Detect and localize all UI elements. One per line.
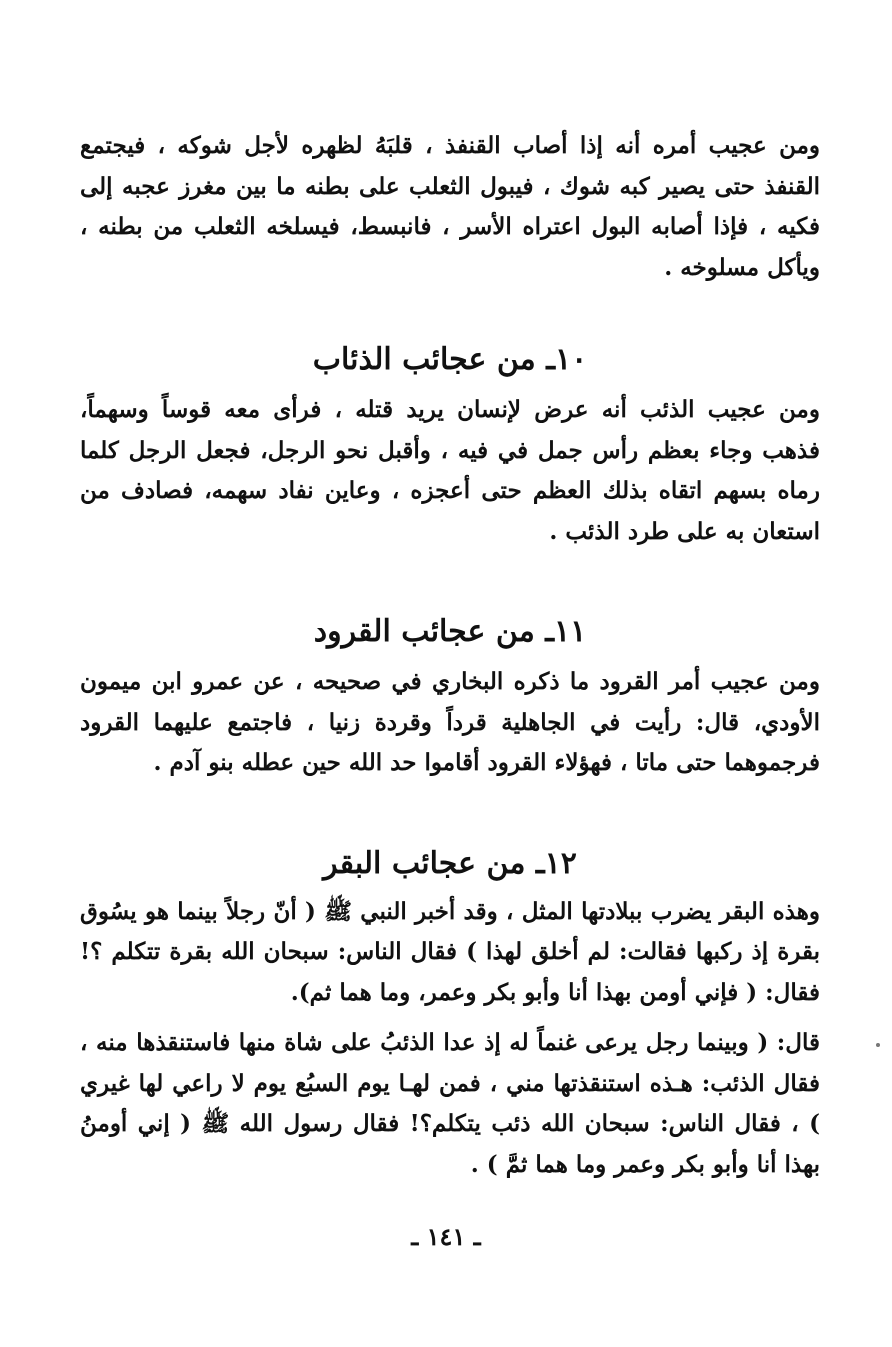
page-body — [80, 126, 820, 1185]
section-12-heading: ١٢ـ من عجائب البقر — [323, 845, 577, 881]
section-10-paragraph: ومن عجيب الذئب أنه عرض لإنسان يريد قتله ، فرأى معه قوساً وسهماً، فذهب وجاء بعظم رأس جمل في فيه ، وأقبل نحو الرجل، فجعل الرجل كلما رماه بسهم اتقاه بذلك العظم حتى أعجزه ، وعاين نفاد سهمه، فصادف من استعان به على طرد الذئب . — [80, 396, 820, 545]
section-11-paragraph: ومن عجيب أمر القرود ما ذكره البخاري في صحيحه ، عن عمرو ابن ميمون الأودي، قال: رأيت في الجاهلية قرداً وقردة زنيا ، فاجتمع عليهما القرود فرجموهما حتى ماتا ، فهؤلاء القرود أقاموا حد الله حين عطله بنو آدم . — [80, 668, 821, 776]
page-number: ـ ١٤١ ـ — [411, 1222, 481, 1251]
section-11-heading: ١١ـ من عجائب القرود — [313, 614, 587, 649]
section-10-heading: ١٠ـ من عجائب الذئاب — [312, 342, 588, 377]
section-12-paragraph-1: وهذه البقر يضرب ببلادتها المثل ، وقد أخبر النبي ﷺ ( أنّ رجلاً بينما هو يسُوق بقرة إذ ركبها فقالت: لم أخلق لهذا ) فقال الناس: سبحان الله بقرة تتكلم ؟! فقال: ( فإني أومن بهذا أنا وأبو بكر وعمر، وما هما ثم). — [80, 897, 820, 1006]
intro-paragraph: ومن عجيب أمره أنه إذا أصاب القنفذ ، قلبَهُ لظهره لأجل شوكه ، فيجتمع القنفذ حتى يصير كبه شوك ، فيبول الثعلب على بطنه ما بين مغرز عجبه إلى فكيه ، فإذا أصابه البول اعتراه الأسر ، فانبسط، فيسلخه الثعلب من بطنه ، ويأكل مسلوخه . — [80, 132, 820, 281]
section-12-paragraph-2: قال: ( وبينما رجل يرعى غنماً له إذ عدا الذئبُ على شاة منها فاستنقذها منه ، فقال الذئب: هـذه استنقذتها مني ، فمن لهـا يوم السبُع يوم لا راعي لها غيري ) ، فقال الناس: سبحان الله ذئب يتكلم؟! فقال رسول الله ﷺ ( إني أومنُ بهذا أنا وأبو بكر وعمر وما هما ثمَّ ) . — [80, 1029, 820, 1178]
margin-speck — [876, 1043, 880, 1047]
